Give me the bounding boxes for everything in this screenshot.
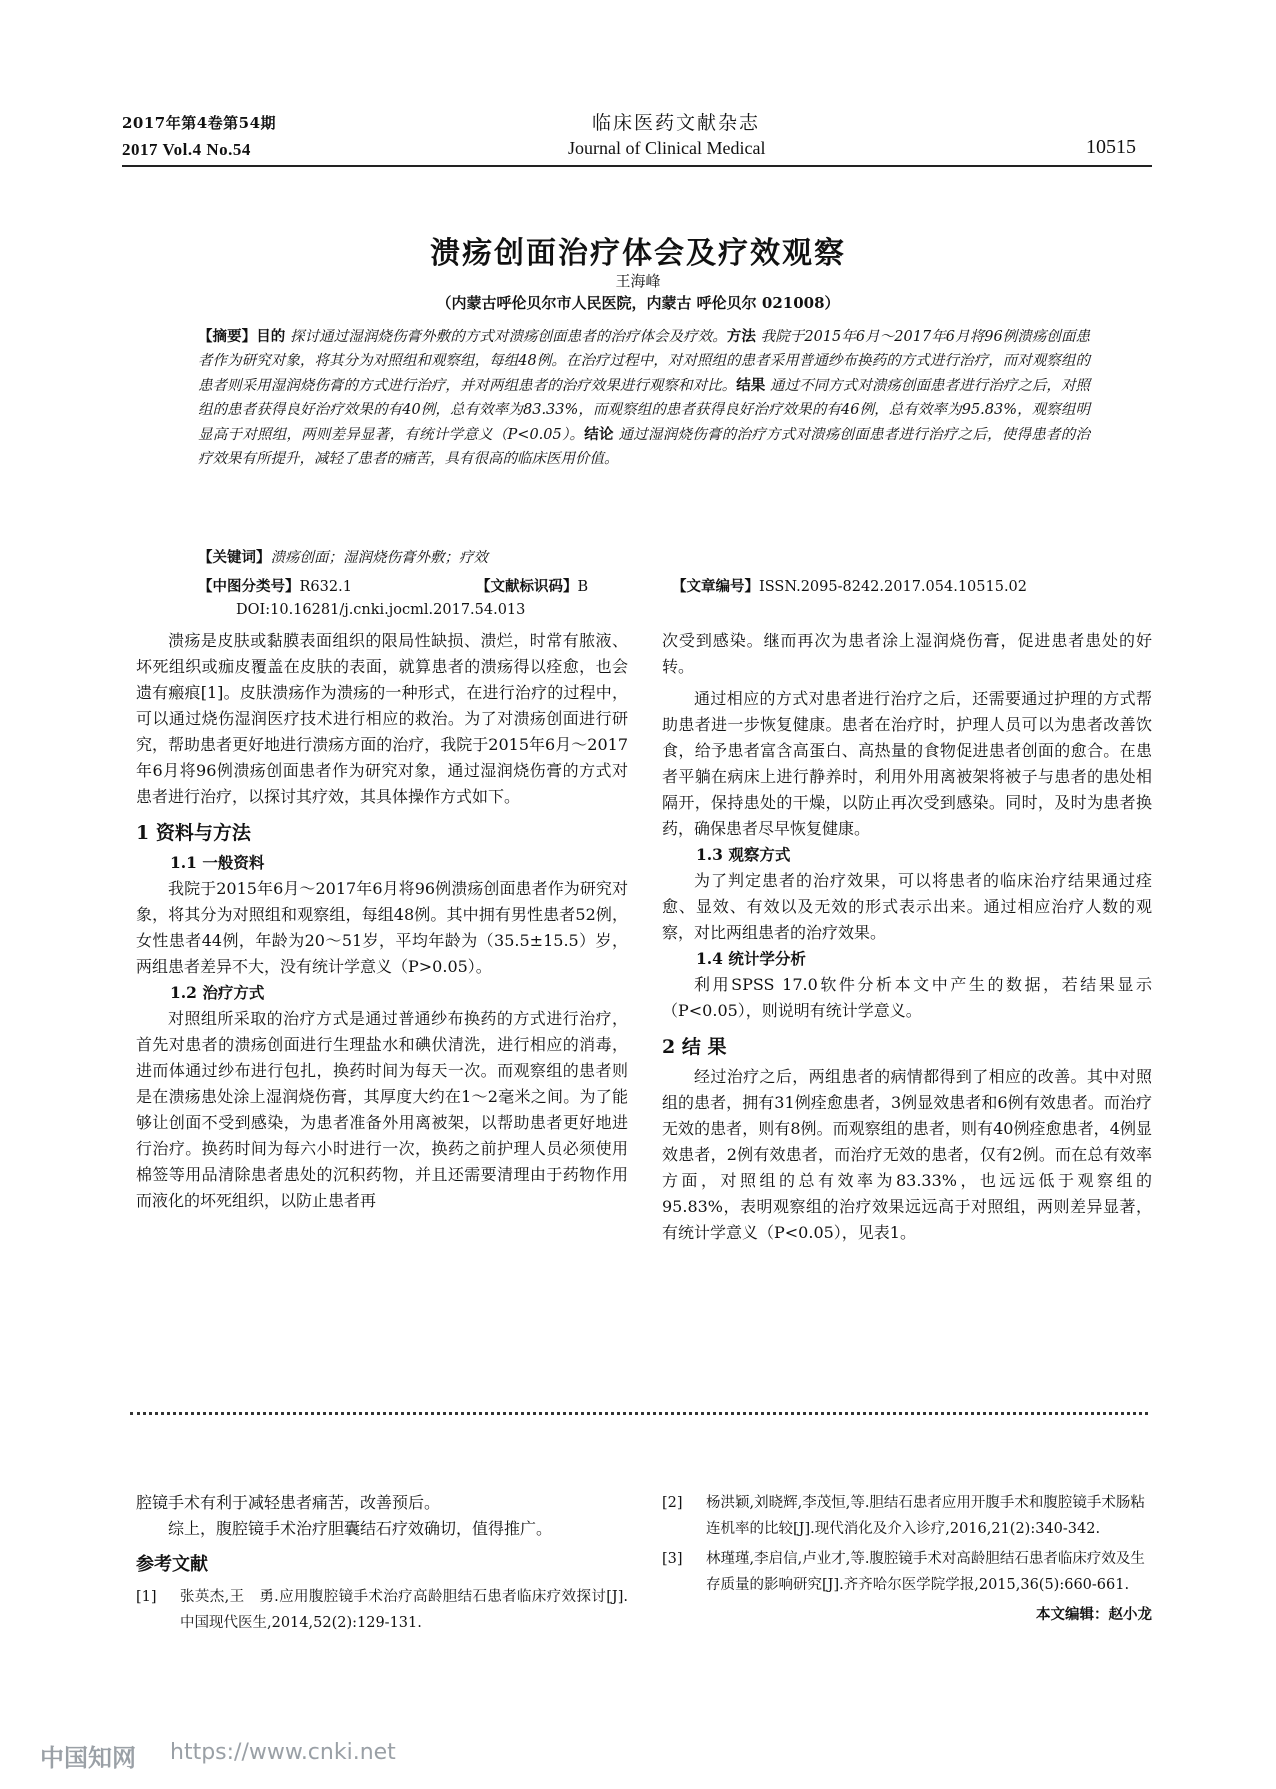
section-2-heading: 2 结 果 bbox=[662, 1036, 727, 1058]
cnki-url-link[interactable]: https://www.cnki.net bbox=[170, 1740, 396, 1765]
reference-2 bbox=[662, 1490, 1152, 1542]
reference-1-num: [1] bbox=[136, 1589, 157, 1605]
lower-line-2: 综上，腹腔镜手术治疗胆囊结石疗效确切，值得推广。 bbox=[168, 1519, 553, 1538]
abstract-label: 【摘要】目的 bbox=[198, 328, 286, 345]
page-number: 10515 bbox=[1086, 136, 1136, 158]
references-heading: 参考文献 bbox=[136, 1554, 208, 1575]
section-1-3-text: 为了判定患者的治疗效果，可以将患者的临床治疗结果通过痊愈、显效、有效以及无效的形式表示出来。通过相应治疗人数的观察，对比两组患者的治疗效果。 bbox=[662, 871, 1152, 942]
continued-text: 次受到感染。继而再次为患者涂上湿润烧伤膏，促进患者患处的好转。 bbox=[662, 631, 1152, 676]
doc-code bbox=[476, 575, 588, 596]
reference-2-num: [2] bbox=[662, 1495, 683, 1511]
lower-line-1: 腔镜手术有利于减轻患者痛苦，改善预后。 bbox=[136, 1493, 441, 1512]
reference-3-text: 林瑾瑾,李启信,卢业才,等.腹腔镜手术对高龄胆结石患者临床疗效及生存质量的影响研究[J].齐齐哈尔医学院学报,2015,36(5):660-661. bbox=[706, 1551, 1145, 1593]
section-1-1-text: 我院于2015年6月～2017年6月将96例溃疡创面患者作为研究对象，将其分为对照组和观察组，每组48例。其中拥有男性患者52例，女性患者44例，年龄为20～51岁，平均年龄为（35.5±15.5）岁，两组患者差异不大，没有统计学意义（P>0.05）。 bbox=[136, 879, 628, 976]
keywords-label: 【关键词】 bbox=[198, 549, 271, 566]
section-1-2-text: 对照组所采取的治疗方式是通过普通纱布换药的方式进行治疗，首先对患者的溃疡创面进行生理盐水和碘伏清洗，进行相应的消毒，进而体通过纱布进行包扎，换药时间为每天一次。而观察组的患者则是在溃疡患处涂上湿润烧伤膏，其厚度大约在1～2毫米之间。为了能够让创面不受到感染，为患者准备外用离被架，以帮助患者更好地进行治疗。换药时间为每六小时进行一次，换药之前护理人员必须使用棉签等用品清除患者患处的沉积药物，并且还需要清理由于药物作用而液化的坏死组织，以防止患者再 bbox=[136, 1009, 628, 1210]
doc-code-value: B bbox=[577, 579, 589, 595]
author: 王海峰 bbox=[615, 272, 661, 290]
article-number bbox=[672, 575, 1027, 596]
lower-right bbox=[662, 1490, 1152, 1628]
abstract-conclusion: 通过湿润烧伤膏的治疗方式对溃疡创面患者进行治疗之后，使得患者的治疗效果有所提升，减轻了患者的痛苦，具有很高的临床医用价值。 bbox=[198, 426, 1091, 468]
cnki-logo: 中国知网 bbox=[40, 1744, 136, 1772]
reference-1 bbox=[136, 1584, 628, 1636]
section-1-1-heading: 1.1 一般资料 bbox=[170, 853, 265, 872]
reference-3-num: [3] bbox=[662, 1551, 683, 1567]
issue-en: 2017 Vol.4 No.54 bbox=[122, 140, 251, 159]
intro-paragraph: 溃疡是皮肤或黏膜表面组织的限局性缺损、溃烂，时常有脓液、坏死组织或痂皮覆盖在皮肤的表面，就算患者的溃疡得以痊愈，也会遗有瘢痕[1]。皮肤溃疡作为溃疡的一种形式，在进行治疗的过程中，可以通过烧伤湿润医疗技术进行相应的救治。为了对溃疡创面进行研究，帮助患者更好地进行溃疡方面的治疗，我院于2015年6月～2017年6月将96例溃疡创面患者作为研究对象，通过湿润烧伤膏的方式对患者进行治疗，以探讨其疗效，其具体操作方式如下。 bbox=[136, 631, 628, 806]
lower-left bbox=[136, 1490, 628, 1636]
abstract-objective: 探讨通过湿润烧伤膏外敷的方式对溃疡创面患者的治疗体会及疗效。 bbox=[290, 329, 727, 345]
section-1-3-heading: 1.3 观察方式 bbox=[696, 845, 791, 864]
reference-1-text: 张英杰,王 勇.应用腹腔镜手术治疗高龄胆结石患者临床疗效探讨[J].中国现代医生,2014,52(2):129-131. bbox=[180, 1589, 628, 1631]
keywords-text: 溃疡创面；湿润烧伤膏外敷；疗效 bbox=[270, 550, 488, 566]
journal-title-en: Journal of Clinical Medical bbox=[568, 138, 766, 158]
clc-label: 【中图分类号】 bbox=[198, 578, 300, 595]
abstract-method: 我院于2015年6月～2017年6月将96例溃疡创面患者作为研究对象，将其分为对照组和观察组，每组48例。在治疗过程中，对对照组的患者采用普通纱布换药的方式进行治疗，而对观察组的患者则采用湿润烧伤膏的方式进行治疗，并对两组患者的治疗效果进行观察和对比。 bbox=[198, 329, 1091, 394]
affiliation: （内蒙古呼伦贝尔市人民医院，内蒙古 呼伦贝尔 021008） bbox=[436, 294, 840, 312]
dotted-separator bbox=[130, 1412, 1148, 1415]
reference-3 bbox=[662, 1546, 1152, 1598]
abstract bbox=[198, 325, 1090, 471]
editor: 本文编辑：赵小龙 bbox=[1036, 1606, 1152, 1623]
doc-code-label: 【文献标识码】 bbox=[476, 578, 578, 595]
keywords bbox=[198, 546, 488, 567]
abstract-conclusion-label: 结论 bbox=[584, 425, 614, 443]
abstract-result-label: 结果 bbox=[736, 376, 766, 394]
right-column bbox=[662, 628, 1152, 1246]
abstract-method-label: 方法 bbox=[726, 328, 756, 345]
article-number-label: 【文章编号】 bbox=[672, 578, 759, 595]
clc bbox=[198, 575, 352, 596]
section-1-4-text: 利用SPSS 17.0软件分析本文中产生的数据，若结果显示（P<0.05），则说明有统计学意义。 bbox=[662, 975, 1152, 1020]
issue-cn: 2017年第4卷第54期 bbox=[122, 114, 277, 132]
clc-value: R632.1 bbox=[299, 579, 352, 595]
header-rule bbox=[122, 165, 1152, 167]
reference-2-text: 杨洪颖,刘晓辉,李茂恒,等.胆结石患者应用开腹手术和腹腔镜手术肠粘连机率的比较[J].现代消化及介入诊疗,2016,21(2):340-342. bbox=[706, 1495, 1145, 1537]
section-1-4-heading: 1.4 统计学分析 bbox=[696, 949, 806, 968]
left-column bbox=[136, 628, 628, 1214]
section-2-text: 经过治疗之后，两组患者的病情都得到了相应的改善。其中对照组的患者，拥有31例痊愈患者，3例显效患者和6例有效患者。而治疗无效的患者，则有8例。而观察组的患者，则有40例痊愈患者，4例显效患者，2例有效患者，而治疗无效的患者，仅有2例。而在总有效率方面，对照组的总有效率为83.33%，也远远低于观察组的95.83%，表明观察组的治疗效果远远高于对照组，两则差异显著，有统计学意义（P<0.05），见表1。 bbox=[662, 1067, 1152, 1242]
article-title: 溃疡创面治疗体会及疗效观察 bbox=[430, 236, 846, 271]
abstract-result: 通过不同方式对溃疡创面患者进行治疗之后，对照组的患者获得良好治疗效果的有40例，总有效率为83.33%，而观察组的患者获得良好治疗效果的有46例，总有效率为95.83%，观察组明显高于对照组，两则差异显著，有统计学意义（P<0.05）。 bbox=[198, 377, 1091, 443]
section-1-heading: 1 资料与方法 bbox=[136, 822, 251, 844]
doi: DOI:10.16281/j.cnki.jocml.2017.54.013 bbox=[236, 602, 526, 618]
section-1-2-heading: 1.2 治疗方式 bbox=[170, 983, 265, 1002]
journal-title-cn: 临床医药文献杂志 bbox=[592, 112, 761, 134]
article-number-value: ISSN.2095-8242.2017.054.10515.02 bbox=[759, 579, 1028, 595]
nursing-paragraph: 通过相应的方式对患者进行治疗之后，还需要通过护理的方式帮助患者进一步恢复健康。患者在治疗时，护理人员可以为患者改善饮食，给予患者富含高蛋白、高热量的食物促进患者创面的愈合。在患者平躺在病床上进行静养时，利用外用离被架将被子与患者的患处相隔开，保持患处的干燥，以防止再次受到感染。同时，及时为患者换药，确保患者尽早恢复健康。 bbox=[662, 689, 1152, 838]
